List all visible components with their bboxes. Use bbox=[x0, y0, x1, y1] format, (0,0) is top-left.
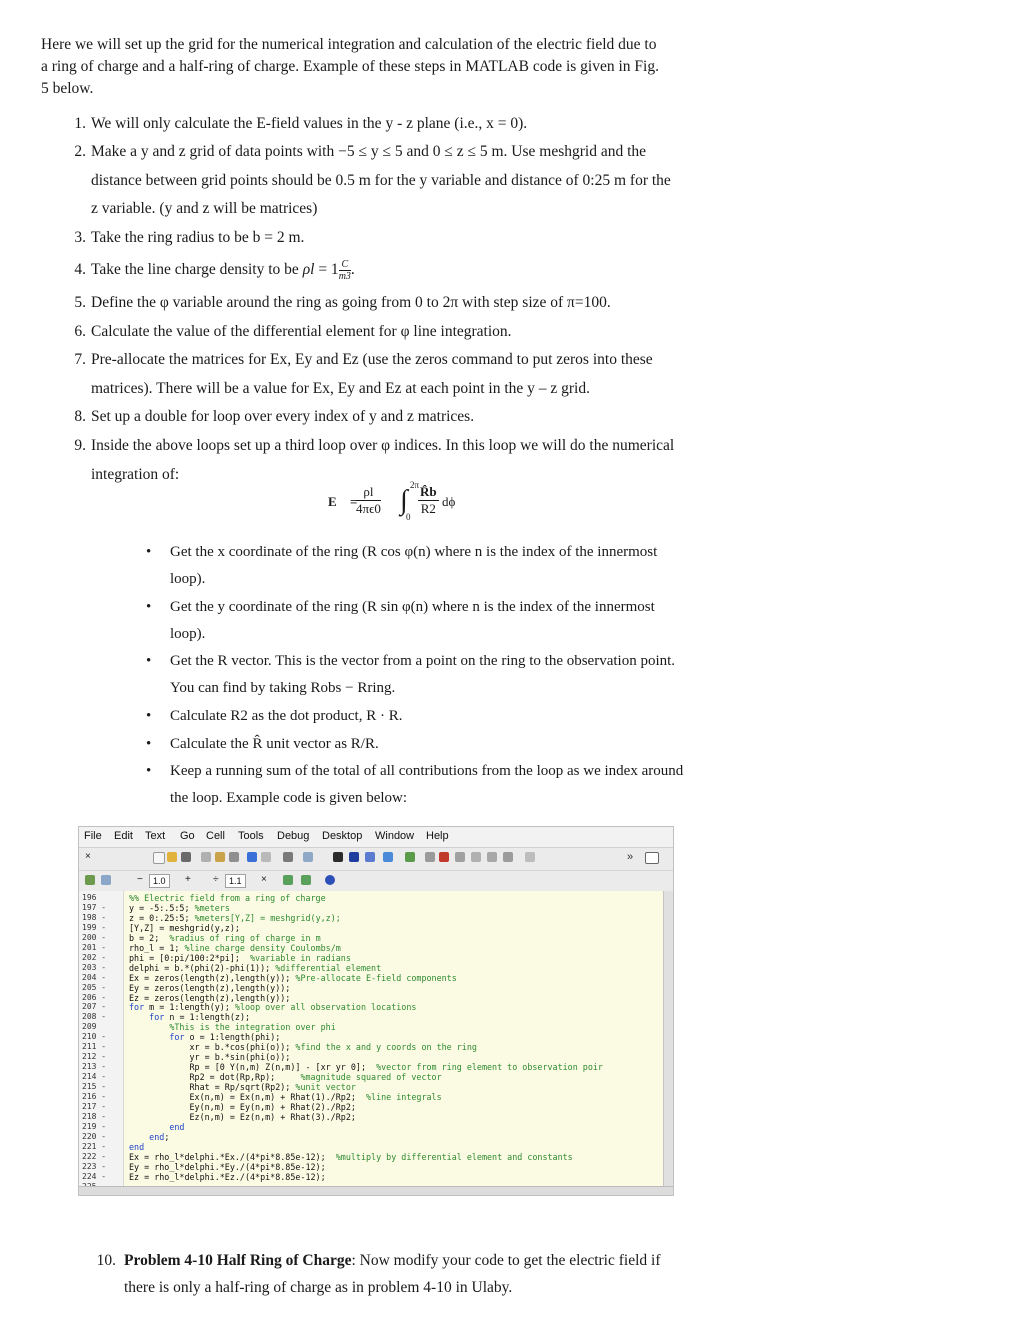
line-number: 196 bbox=[82, 893, 97, 902]
undo-icon[interactable] bbox=[247, 852, 257, 862]
code-line: %% Electric field from a ring of charge bbox=[129, 893, 326, 903]
stack-icon[interactable] bbox=[525, 852, 535, 862]
coefficient-numerator: ρl bbox=[356, 484, 381, 501]
line-number: 211 - bbox=[82, 1042, 107, 1052]
matlab-editor-screenshot bbox=[78, 826, 674, 1196]
cell-mode-icon[interactable] bbox=[85, 875, 95, 885]
equation-lhs: E⃗ = bbox=[328, 494, 358, 509]
close-icon[interactable]: × bbox=[85, 851, 91, 862]
menu-file[interactable]: File bbox=[84, 830, 102, 842]
step-text: Set up a double for loop over every index of y and z matrices. bbox=[91, 408, 475, 425]
line-number: 199 - bbox=[82, 922, 107, 932]
line-number: 208 - bbox=[82, 1012, 107, 1022]
step-number: 5. bbox=[74, 294, 86, 311]
line-number: 221 - bbox=[82, 1141, 107, 1151]
coefficient-denominator: 4πϵ0 bbox=[356, 501, 381, 516]
line-number: 218 - bbox=[82, 1111, 107, 1121]
code-line: yr = b.*sin(phi(o)); bbox=[129, 1052, 291, 1063]
line-number: 200 - bbox=[82, 932, 107, 942]
code-line: Rp2 = dot(Rp,Rp); %magnitude squared of vector bbox=[129, 1072, 442, 1083]
step-number: 9. bbox=[74, 437, 86, 454]
step-number: 10. bbox=[96, 1252, 116, 1269]
save-icon[interactable] bbox=[181, 852, 191, 862]
breakpoint-icon[interactable] bbox=[425, 852, 435, 862]
integrand-numerator: R̂b bbox=[420, 484, 437, 499]
cell-toolbar bbox=[79, 871, 673, 892]
menu-cell[interactable]: Cell bbox=[206, 830, 225, 842]
code-line: Ey = zeros(length(z),length(y)); bbox=[129, 982, 291, 993]
bullet-dot: • bbox=[146, 653, 152, 669]
step-text bbox=[91, 256, 681, 285]
line-number: 223 - bbox=[82, 1161, 107, 1171]
open-folder-icon[interactable] bbox=[167, 852, 177, 862]
code-line: Rp = [0 Y(n,m) Z(n,m)] - [xr yr 0]; %vector from ring element to observation poir bbox=[129, 1062, 603, 1073]
decrement-icon[interactable]: − bbox=[137, 874, 143, 885]
step-number: 2. bbox=[74, 143, 86, 160]
code-line: end bbox=[169, 1121, 185, 1132]
bullet-text: Get the y coordinate of the ring (R sin φ(n) where n is the index of the innermost loop). bbox=[170, 599, 655, 642]
code-line: Rhat = Rp/sqrt(Rp2); %unit vector bbox=[129, 1082, 356, 1093]
uncomment-icon[interactable] bbox=[301, 875, 311, 885]
multiply-icon[interactable]: × bbox=[261, 874, 267, 885]
new-file-icon[interactable] bbox=[153, 852, 165, 864]
code-line: delphi = b.*(phi(2)-phi(1)); %differential element bbox=[129, 962, 382, 973]
help-icon[interactable] bbox=[325, 875, 335, 885]
integral-sign: ∫ bbox=[400, 485, 408, 516]
bullet-dot: • bbox=[146, 763, 152, 779]
code-line: b = 2; %radius of ring of charge in m bbox=[129, 932, 321, 943]
bullet-dot: • bbox=[146, 736, 152, 752]
step-number: 3. bbox=[74, 229, 86, 246]
differential: dϕ bbox=[442, 494, 456, 509]
integral-lower-limit: 0 bbox=[406, 512, 411, 522]
code-line: rho_l = 1; %line charge density Coulombs/m bbox=[129, 942, 341, 953]
line-number: 203 - bbox=[82, 962, 107, 972]
step-number: 7. bbox=[74, 351, 86, 368]
intro-paragraph: Here we will set up the grid for the numerical integration and calculation of the electric field due to a ring of charge and a half-ring of charge. Example of these steps in MATLAB code is given in Fig. 5 below. bbox=[41, 36, 659, 97]
menu-help[interactable]: Help bbox=[426, 830, 449, 842]
menu-tools[interactable]: Tools bbox=[238, 830, 264, 842]
line-number: 198 - bbox=[82, 912, 107, 922]
step-text: Calculate the value of the differential element for φ line integration. bbox=[91, 323, 512, 340]
step-number: 6. bbox=[74, 323, 86, 340]
unit-denominator: m3 bbox=[338, 270, 351, 282]
code-line: %This is the integration over phi bbox=[169, 1022, 336, 1033]
line-number: 220 - bbox=[82, 1131, 107, 1141]
code-line: for o = 1:length(phi); bbox=[169, 1032, 281, 1043]
equals-one: = 1 bbox=[314, 261, 339, 278]
line-number: 206 - bbox=[82, 992, 107, 1002]
code-line: for m = 1:length(y); %loop over all observation locations bbox=[129, 1002, 417, 1013]
editor-toolbar bbox=[79, 848, 673, 871]
menu-text[interactable]: Text bbox=[145, 830, 166, 842]
code-line: Ez(n,m) = Ez(n,m) + Rhat(3)./Rp2; bbox=[129, 1111, 356, 1122]
bullet-text: Calculate R2 as the dot product, R · R. bbox=[170, 708, 403, 724]
bullet-text: Get the R vector. This is the vector from a point on the ring to the observation point. You can find by taking Robs − Rring. bbox=[170, 653, 676, 696]
back-arrow-icon[interactable] bbox=[349, 852, 359, 862]
cell-eval-icon[interactable] bbox=[101, 875, 111, 885]
step-number: 8. bbox=[74, 408, 86, 425]
menu-go[interactable]: Go bbox=[180, 830, 195, 842]
line-number: 197 - bbox=[82, 902, 107, 912]
line-number: 207 - bbox=[82, 1002, 107, 1012]
step-4-text: Take the line charge density to be bbox=[91, 261, 303, 278]
line-number: 222 - bbox=[82, 1151, 107, 1161]
integrand-denominator: R2 bbox=[420, 501, 436, 516]
bullet-text: Calculate the R̂ unit vector as R/R. bbox=[170, 736, 379, 752]
paste-icon[interactable] bbox=[229, 852, 239, 862]
step-number: 4. bbox=[74, 261, 86, 278]
integrand-fraction bbox=[418, 484, 439, 517]
line-number: 202 - bbox=[82, 952, 107, 962]
function-icon[interactable] bbox=[383, 852, 393, 862]
coefficient-fraction bbox=[356, 484, 381, 517]
editor-menubar bbox=[79, 827, 673, 848]
code-line: Ex = rho_l*delphi.*Ex./(4*pi*8.85e-12); %multiply by differential element and constants bbox=[129, 1151, 573, 1162]
line-number: 215 - bbox=[82, 1082, 107, 1092]
code-line: Ex = zeros(length(z),length(y)); %Pre-allocate E-field components bbox=[129, 972, 457, 983]
bullet-dot: • bbox=[146, 708, 152, 724]
unit-fraction bbox=[339, 259, 351, 282]
more-chevron-icon[interactable]: » bbox=[627, 851, 634, 863]
continue-icon[interactable] bbox=[503, 852, 513, 862]
step-text: Make a y and z grid of data points with −5 ≤ y ≤ 5 and 0 ≤ z ≤ 5 m. Use meshgrid and the distance between grid points should be 0.5 m for the y variable and distance of 0:25 m for the z variable. (y and z will be matrices) bbox=[91, 143, 671, 217]
clear-breakpoints-icon[interactable] bbox=[439, 852, 449, 862]
line-number: 205 - bbox=[82, 982, 107, 992]
bullet-text: Get the x coordinate of the ring (R cos φ(n) where n is the index of the innermost loop). bbox=[170, 544, 658, 587]
code-line: phi = [0:pi/100:2*pi]; %variable in radians bbox=[129, 952, 351, 963]
line-number: 224 - bbox=[82, 1171, 107, 1181]
undock-icon[interactable] bbox=[645, 852, 659, 864]
line-number-gutter bbox=[79, 891, 124, 1187]
cut-icon[interactable] bbox=[201, 852, 211, 862]
menu-debug[interactable]: Debug bbox=[277, 830, 310, 842]
vertical-scrollbar[interactable] bbox=[663, 891, 673, 1187]
code-line: Ey = rho_l*delphi.*Ey./(4*pi*8.85e-12); bbox=[129, 1161, 326, 1172]
print-icon[interactable] bbox=[283, 852, 293, 862]
code-line: Ez = zeros(length(z),length(y)); bbox=[129, 992, 291, 1003]
dropdown-icon[interactable] bbox=[303, 852, 313, 862]
increment-value-input[interactable]: 1.0 bbox=[149, 874, 170, 888]
code-line: end bbox=[129, 1141, 145, 1152]
bullet-dot: • bbox=[146, 544, 152, 560]
step-text: Pre-allocate the matrices for Ex, Ey and Ez (use the zeros command to put zeros into these matrices). There will be a value for Ex, Ey and Ez at each point in the y – z grid. bbox=[91, 351, 653, 397]
line-number: 210 - bbox=[82, 1032, 107, 1042]
line-number: 214 - bbox=[82, 1072, 107, 1082]
multiplier-value-input[interactable]: 1.1 bbox=[225, 874, 246, 888]
run-icon[interactable] bbox=[405, 852, 415, 862]
bullet-dot: • bbox=[146, 599, 152, 615]
integral-upper-limit: 2π bbox=[410, 480, 420, 490]
unit-numerator: C bbox=[339, 259, 351, 271]
menu-desktop[interactable]: Desktop bbox=[322, 830, 363, 842]
efield-equation bbox=[326, 480, 476, 528]
code-line: for n = 1:length(z); bbox=[149, 1012, 251, 1023]
code-line: [Y,Z] = meshgrid(y,z); bbox=[129, 922, 240, 933]
code-line: Ex(n,m) = Ex(n,m) + Rhat(1)./Rp2; %line integrals bbox=[129, 1092, 442, 1102]
step-number: 1. bbox=[74, 115, 86, 132]
forward-arrow-icon[interactable] bbox=[365, 852, 375, 862]
find-binoculars-icon[interactable] bbox=[333, 852, 343, 862]
menu-edit[interactable]: Edit bbox=[114, 830, 133, 842]
line-number: 219 - bbox=[82, 1121, 107, 1131]
code-area[interactable] bbox=[79, 891, 663, 1187]
line-number: 212 - bbox=[82, 1052, 107, 1062]
code-line: Ey(n,m) = Ey(n,m) + Rhat(2)./Rp2; bbox=[129, 1101, 356, 1112]
step-text: Define the φ variable around the ring as going from 0 to 2π with step size of π=100. bbox=[91, 294, 611, 311]
horizontal-scrollbar[interactable] bbox=[79, 1186, 673, 1195]
problem-10-title: Problem 4-10 Half Ring of Charge bbox=[124, 1252, 352, 1269]
step-text: We will only calculate the E-field values in the y - z plane (i.e., x = 0). bbox=[91, 115, 528, 132]
code-line: xr = b.*cos(phi(o)); %find the x and y coords on the ring bbox=[129, 1042, 477, 1053]
rho-symbol: ρl bbox=[302, 261, 315, 278]
code-line: y = -5:.5:5; %meters bbox=[129, 902, 230, 913]
line-number: 216 - bbox=[82, 1092, 107, 1101]
step-icon[interactable] bbox=[455, 852, 465, 862]
line-number: 213 - bbox=[82, 1062, 107, 1072]
step-text: Inside the above loops set up a third loop over φ indices. In this loop we will do the numerical integration of: bbox=[91, 437, 675, 483]
step-out-icon[interactable] bbox=[487, 852, 497, 862]
line-number: 209 bbox=[82, 1022, 97, 1032]
problem-10-body: : Now modify your code to get the electric field if there is only a half-ring of charge as in problem 4-10 in Ulaby. bbox=[124, 1252, 661, 1296]
divide-icon[interactable]: ÷ bbox=[213, 874, 219, 885]
bullet-text: Keep a running sum of the total of all contributions from the loop as we index around the loop. Example code is given below: bbox=[170, 763, 684, 806]
redo-icon[interactable] bbox=[261, 852, 271, 862]
line-number: 217 - bbox=[82, 1101, 107, 1111]
copy-icon[interactable] bbox=[215, 852, 225, 862]
line-number: 204 - bbox=[82, 972, 107, 982]
step-text: Take the ring radius to be b = 2 m. bbox=[91, 229, 305, 246]
comment-icon[interactable] bbox=[283, 875, 293, 885]
menu-window[interactable]: Window bbox=[375, 830, 415, 842]
period: . bbox=[350, 261, 355, 278]
problem-10-text bbox=[124, 1247, 669, 1301]
code-line: Ez = rho_l*delphi.*Ez./(4*pi*8.85e-12); bbox=[129, 1171, 326, 1182]
code-line: end; bbox=[149, 1131, 170, 1142]
line-number: 201 - bbox=[82, 942, 107, 952]
increment-icon[interactable]: + bbox=[185, 874, 191, 885]
code-line: z = 0:.25:5; %meters[Y,Z] = meshgrid(y,z); bbox=[129, 912, 341, 923]
step-in-icon[interactable] bbox=[471, 852, 481, 862]
